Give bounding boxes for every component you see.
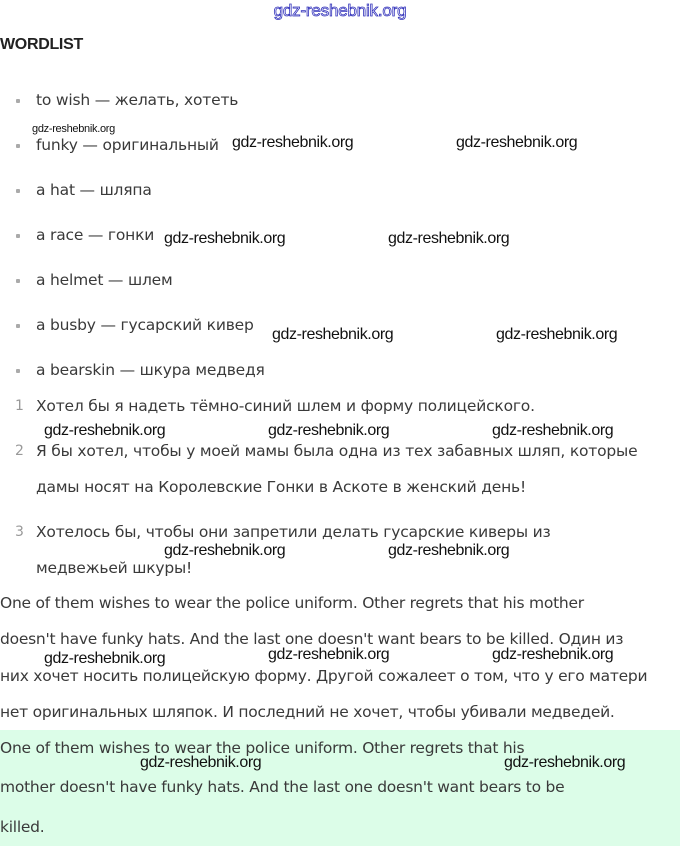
watermark: gdz-reshebnik.org	[388, 230, 510, 247]
watermark: gdz-reshebnik.org	[272, 326, 394, 343]
summary-line: нет оригинальных шляпок. И последний не хочет, чтобы убивали медведей.	[0, 703, 615, 721]
bullet-icon	[16, 234, 20, 238]
sentence-line: Хотел бы я надеть тёмно-синий шлем и форму полицейского.	[36, 397, 535, 415]
sentence-line: Хотелось бы, чтобы они запретили делать гусарские киверы из	[36, 523, 551, 541]
bullet-icon	[16, 369, 20, 373]
watermark: gdz-reshebnik.org	[164, 230, 286, 247]
answer-line: One of them wishes to wear the police uniform. Other regrets that his	[0, 739, 525, 757]
watermark: gdz-reshebnik.org	[268, 646, 390, 663]
sentence-number: 2	[15, 443, 24, 459]
watermark: gdz-reshebnik.org	[140, 754, 262, 771]
watermark: gdz-reshebnik.org	[492, 646, 614, 663]
watermark: gdz-reshebnik.org	[492, 422, 614, 439]
watermark: gdz-reshebnik.org	[504, 754, 626, 771]
watermark: gdz-reshebnik.org	[456, 134, 578, 151]
sentence-number: 3	[15, 524, 24, 540]
watermark: gdz-reshebnik.org	[32, 123, 115, 135]
sentence-line: медвежьей шкуры!	[36, 559, 193, 577]
summary-line: doesn't have funky hats. And the last one doesn't want bears to be killed. Один из	[0, 630, 624, 648]
watermark-top: gdz-reshebnik.org	[273, 1, 407, 20]
answer-line: killed.	[0, 818, 45, 836]
watermark: gdz-reshebnik.org	[268, 422, 390, 439]
watermark: gdz-reshebnik.org	[44, 650, 166, 667]
bullet-icon	[16, 324, 20, 328]
wordlist-title: WORDLIST	[0, 36, 83, 53]
watermark: gdz-reshebnik.org	[388, 542, 510, 559]
answer-line: mother doesn't have funky hats. And the last one doesn't want bears to be	[0, 778, 565, 796]
watermark: gdz-reshebnik.org	[232, 134, 354, 151]
bullet-icon	[16, 99, 20, 103]
watermark: gdz-reshebnik.org	[496, 326, 618, 343]
summary-line: них хочет носить полицейскую форму. Другой сожалеет о том, что у его матери	[0, 667, 648, 685]
watermark: gdz-reshebnik.org	[164, 542, 286, 559]
sentence-number: 1	[15, 398, 24, 414]
sentence-line: дамы носят на Королевские Гонки в Аскоте в женский день!	[36, 478, 527, 496]
bullet-icon	[16, 144, 20, 148]
watermark: gdz-reshebnik.org	[44, 422, 166, 439]
summary-line: One of them wishes to wear the police uniform. Other regrets that his mother	[0, 594, 584, 612]
sentence-line: Я бы хотел, чтобы у моей мамы была одна из тех забавных шляп, которые	[36, 442, 638, 460]
bullet-icon	[16, 189, 20, 193]
answer-box	[0, 730, 680, 846]
bullet-icon	[16, 279, 20, 283]
